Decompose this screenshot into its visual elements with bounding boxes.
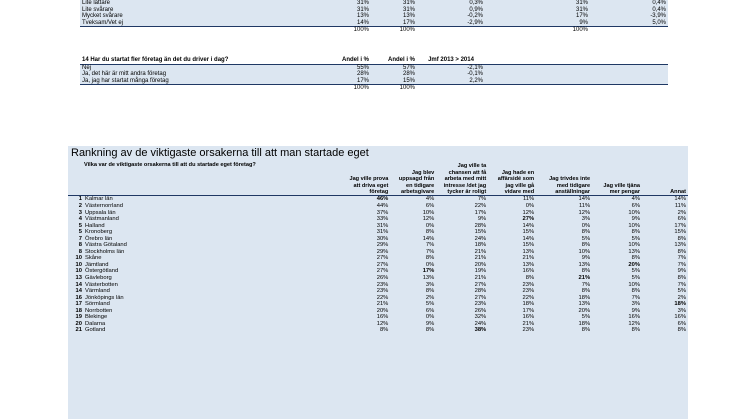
- q14-question: 14 Har du startat fler företag än det du driver i dag?: [82, 57, 229, 63]
- rank-value: 5%: [631, 235, 641, 242]
- county-name: Västra Götaland: [84, 242, 127, 249]
- spacer: [485, 27, 531, 34]
- rank-number: 10: [75, 255, 82, 262]
- ranking-row: [68, 196, 688, 203]
- rank-value: 7%: [677, 261, 686, 268]
- spacer: [485, 71, 668, 78]
- rank-value: 21%: [578, 274, 591, 281]
- rank-value: 5%: [581, 314, 591, 321]
- rank-value: 9%: [677, 268, 686, 275]
- row-label: Lite svårare: [82, 6, 114, 13]
- rank-value: 27%: [474, 294, 487, 301]
- rank-value: 10%: [578, 248, 591, 255]
- county-name: Blekinge: [84, 314, 108, 321]
- spacer: [590, 27, 668, 34]
- rank-value: 18%: [578, 320, 591, 327]
- rank-number: 14: [75, 288, 82, 295]
- rank-value: 26%: [474, 307, 487, 314]
- row-value: -0,1%: [467, 71, 483, 78]
- rank-value: 8%: [677, 274, 686, 281]
- rank-value: 8%: [581, 268, 591, 275]
- table-row: [80, 13, 668, 20]
- rank-number: 17: [75, 301, 82, 308]
- rank-value: 8%: [677, 327, 686, 334]
- rank-value: 32%: [474, 314, 487, 321]
- row-value: -3,9%: [650, 13, 666, 20]
- row-value: 9%: [579, 19, 588, 26]
- rank-value: 8%: [631, 229, 641, 236]
- row-label: Mycket svårare: [82, 13, 123, 20]
- rank-number: 1: [78, 196, 82, 203]
- rank-value: 21%: [522, 320, 535, 327]
- rank-value: 7%: [677, 255, 686, 262]
- row-value: 17%: [356, 77, 369, 84]
- rank-value: 23%: [376, 281, 389, 288]
- rank-value: 8%: [425, 327, 435, 334]
- row-value: 0,9%: [469, 6, 483, 13]
- county-name: Jämtland: [84, 261, 109, 268]
- rank-value: 9%: [581, 255, 591, 262]
- rank-value: 8%: [425, 288, 435, 295]
- rank-value: 12%: [522, 209, 535, 216]
- row-value: -2,1%: [417, 64, 485, 71]
- rank-value: 3%: [677, 307, 686, 314]
- rank-value: 9%: [425, 320, 435, 327]
- rank-value: 22%: [376, 294, 389, 301]
- rank-value: 16%: [674, 314, 686, 321]
- row-label: Nej: [80, 64, 312, 71]
- rank-value: 16%: [628, 314, 641, 321]
- county-name: Skåne: [84, 255, 102, 262]
- rank-value: 16%: [522, 268, 535, 275]
- rank-value: 27%: [376, 268, 389, 275]
- rank-number: 5: [78, 229, 82, 236]
- rank-value: 10%: [628, 281, 641, 288]
- spacer: [417, 27, 485, 34]
- rank-value: 22%: [522, 294, 535, 301]
- rank-value: 14%: [422, 235, 435, 242]
- ranking-header-2: Jag ville ta chansen att få arbeta med mitt intresse /det jag tycker är roligt: [436, 162, 488, 196]
- ranking-header-4: Jag trivdes inte med tidigare anställningar: [536, 162, 592, 196]
- rank-value: 20%: [628, 261, 641, 268]
- county-name: Dalarna: [84, 320, 106, 327]
- rank-value: 18%: [674, 301, 686, 308]
- rank-value: 18%: [474, 242, 487, 249]
- rank-value: 10%: [628, 209, 641, 216]
- table-row: [80, 78, 668, 85]
- rank-value: 21%: [474, 274, 487, 281]
- county-name: Värmland: [84, 288, 110, 295]
- rank-number: 10: [75, 268, 82, 275]
- rank-value: 0%: [425, 261, 435, 268]
- q14-table: [80, 57, 668, 92]
- spacer: [485, 7, 531, 14]
- rank-value: 6%: [631, 202, 641, 209]
- rank-value: 3%: [425, 281, 435, 288]
- rank-value: 5%: [631, 268, 641, 275]
- rank-value: 8%: [581, 229, 591, 236]
- rank-value: 7%: [425, 242, 435, 249]
- rank-value: 15%: [474, 229, 487, 236]
- total-value: 100%: [312, 85, 371, 92]
- rank-value: 14%: [674, 196, 686, 203]
- rank-value: 6%: [677, 320, 686, 327]
- rank-value: 13%: [628, 248, 641, 255]
- ranking-header-0: Jag ville prova att driva eget företag: [340, 162, 390, 196]
- rank-value: 14%: [578, 196, 591, 203]
- rank-value: 44%: [376, 202, 389, 209]
- rank-value: 3%: [581, 216, 591, 223]
- rank-value: 15%: [674, 229, 686, 236]
- rank-value: 21%: [474, 255, 487, 262]
- prev-question-table: [80, 0, 668, 34]
- rank-value: 20%: [376, 307, 389, 314]
- row-value: 28%: [402, 71, 415, 78]
- rank-value: 15%: [522, 242, 535, 249]
- rank-number: 10: [75, 261, 82, 268]
- total-row: [80, 27, 668, 34]
- row-value: 15%: [402, 77, 415, 84]
- rank-number: 20: [75, 320, 82, 327]
- rank-value: 7%: [631, 294, 641, 301]
- rank-value: 0%: [425, 222, 435, 229]
- rank-value: 29%: [376, 242, 389, 249]
- rank-value: 28%: [474, 222, 487, 229]
- total-value: 100%: [371, 85, 417, 92]
- row-value: 31%: [356, 0, 369, 6]
- rank-value: 22%: [474, 202, 487, 209]
- rank-value: 17%: [422, 268, 435, 275]
- row-value: 31%: [575, 6, 588, 13]
- rank-value: 19%: [474, 268, 487, 275]
- rank-value: 23%: [376, 288, 389, 295]
- rank-number: 5: [78, 222, 82, 229]
- q14-col1: Andel i %: [341, 57, 369, 63]
- row-value: 55%: [312, 64, 371, 71]
- row-value: 31%: [402, 0, 415, 6]
- rank-value: 10%: [628, 242, 641, 249]
- rank-value: 17%: [474, 209, 487, 216]
- rank-value: 18%: [522, 301, 535, 308]
- county-name: Sörmland: [84, 301, 110, 308]
- row-value: 31%: [356, 6, 369, 13]
- rank-value: 5%: [581, 235, 591, 242]
- row-value: 0,4%: [652, 6, 666, 13]
- rank-value: 38%: [474, 327, 487, 334]
- rank-value: 31%: [376, 222, 389, 229]
- rank-value: 18%: [578, 294, 591, 301]
- rank-value: 23%: [522, 281, 535, 288]
- spacer: [80, 85, 312, 92]
- rank-value: 21%: [522, 255, 535, 262]
- rank-value: 17%: [674, 222, 686, 229]
- rank-value: 13%: [522, 261, 535, 268]
- total-value: 100%: [531, 27, 590, 34]
- table-row: [80, 20, 668, 27]
- rank-value: 37%: [376, 209, 389, 216]
- rank-value: 13%: [522, 248, 535, 255]
- rank-value: 33%: [376, 216, 389, 223]
- rank-value: 9%: [631, 216, 641, 223]
- spacer: [485, 0, 531, 7]
- rank-number: 18: [75, 307, 82, 314]
- spacer: [485, 78, 668, 85]
- rank-value: 15%: [522, 229, 535, 236]
- row-label: Ja, det här är mitt andra företag: [82, 71, 167, 78]
- ranking-question: Vilka var de viktigaste orsakerna till att du startade eget företag?: [68, 162, 340, 196]
- county-name: Gävleborg: [84, 274, 112, 281]
- ranking-header-5: Jag ville tjäna mer pengar: [592, 162, 642, 196]
- rank-number: 21: [75, 327, 82, 334]
- table-row: [80, 7, 668, 14]
- rank-value: 2%: [677, 294, 686, 301]
- ranking-table: [68, 162, 688, 334]
- row-value: 31%: [575, 0, 588, 6]
- spacer: [485, 85, 668, 92]
- rank-value: 13%: [674, 242, 686, 249]
- county-name: Stockholms län: [84, 248, 125, 255]
- row-value: 14%: [356, 19, 369, 26]
- row-value: 0,4%: [652, 0, 666, 6]
- rank-value: 11%: [522, 196, 535, 203]
- rank-value: 0%: [525, 202, 535, 209]
- rank-value: 21%: [376, 301, 389, 308]
- rank-value: 6%: [677, 216, 686, 223]
- county-name: Halland: [84, 222, 105, 229]
- rank-value: 0%: [581, 222, 591, 229]
- row-value: 17%: [402, 19, 415, 26]
- row-value: -2,9%: [467, 19, 483, 26]
- rank-value: 8%: [581, 242, 591, 249]
- rank-value: 7%: [477, 196, 487, 203]
- table-row: [80, 0, 668, 7]
- rank-value: 8%: [425, 255, 435, 262]
- rank-number: 16: [75, 294, 82, 301]
- rank-value: 4%: [631, 196, 641, 203]
- rank-value: 21%: [474, 248, 487, 255]
- rank-value: 8%: [581, 288, 591, 295]
- rank-value: 3%: [631, 301, 641, 308]
- ranking-section: [68, 146, 688, 419]
- rank-value: 29%: [376, 248, 389, 255]
- table-row: [80, 64, 668, 71]
- rank-value: 0%: [425, 314, 435, 321]
- row-value: 5,0%: [652, 19, 666, 26]
- rank-value: 2%: [425, 294, 435, 301]
- ranking-row: [68, 327, 688, 334]
- county-name: Östergötland: [84, 268, 119, 275]
- rank-value: 27%: [522, 216, 535, 223]
- row-value: -0,2%: [467, 13, 483, 20]
- spacer: [80, 27, 312, 34]
- spacer: [485, 13, 531, 20]
- rank-number: 3: [78, 209, 82, 216]
- rank-value: 12%: [376, 320, 389, 327]
- rank-value: 8%: [631, 288, 641, 295]
- rank-value: 16%: [522, 314, 535, 321]
- rank-number: 7: [78, 235, 82, 242]
- rank-value: 11%: [578, 202, 591, 209]
- rank-value: 8%: [525, 274, 535, 281]
- spacer: [485, 64, 668, 71]
- county-name: Västmanland: [84, 216, 119, 223]
- county-name: Jönköpings län: [84, 294, 124, 301]
- rank-value: 12%: [628, 320, 641, 327]
- table-row: [80, 71, 668, 78]
- rank-value: 7%: [677, 281, 686, 288]
- ranking-header-6: Annat: [642, 162, 688, 196]
- rank-number: 19: [75, 314, 82, 321]
- county-name: Kalmar län: [84, 196, 113, 203]
- rank-value: 31%: [376, 229, 389, 236]
- rank-value: 23%: [522, 288, 535, 295]
- rank-value: 13%: [578, 261, 591, 268]
- rank-value: 7%: [425, 248, 435, 255]
- rank-value: 14%: [522, 235, 535, 242]
- rank-value: 8%: [677, 235, 686, 242]
- county-name: Västernorrland: [84, 202, 124, 209]
- rank-number: 13: [75, 274, 82, 281]
- ranking-title: Rankning av de viktigaste orsakerna till att man startade eget: [71, 147, 369, 159]
- rank-value: 30%: [376, 235, 389, 242]
- rank-number: 14: [75, 281, 82, 288]
- county-name: Västerbotten: [84, 281, 118, 288]
- rank-value: 8%: [581, 327, 591, 334]
- total-row: [80, 85, 668, 92]
- rank-value: 9%: [477, 216, 487, 223]
- rank-value: 2%: [677, 209, 686, 216]
- rank-value: 23%: [474, 301, 487, 308]
- county-name: Uppsala län: [84, 209, 116, 216]
- rank-value: 23%: [522, 327, 535, 334]
- total-value: 100%: [371, 27, 417, 34]
- rank-value: 10%: [422, 209, 435, 216]
- ranking-header-1: Jag blev uppsagd från en tidigare arbetsgivare: [390, 162, 436, 196]
- row-value: 13%: [402, 13, 415, 20]
- rank-value: 5%: [631, 274, 641, 281]
- rank-value: 5%: [425, 301, 435, 308]
- rank-value: 46%: [376, 196, 389, 203]
- spacer: [485, 20, 531, 27]
- row-value: 0,3%: [469, 0, 483, 6]
- row-label: Tveksam/Vet ej: [82, 19, 124, 26]
- rank-number: 2: [78, 202, 82, 209]
- county-name: Kronoberg: [84, 229, 113, 236]
- row-value: 17%: [575, 13, 588, 20]
- rank-value: 16%: [376, 314, 389, 321]
- rank-value: 8%: [425, 229, 435, 236]
- rank-value: 12%: [422, 216, 435, 223]
- rank-value: 20%: [578, 307, 591, 314]
- rank-value: 7%: [581, 281, 591, 288]
- rank-value: 24%: [474, 320, 487, 327]
- rank-value: 6%: [425, 307, 435, 314]
- rank-value: 26%: [376, 274, 389, 281]
- rank-value: 8%: [677, 248, 686, 255]
- rank-value: 11%: [674, 202, 686, 209]
- q14-col3: Jmf 2013 > 2014: [428, 57, 474, 63]
- rank-number: 8: [78, 242, 82, 249]
- row-value: 31%: [402, 6, 415, 13]
- row-label: Lite lättare: [82, 0, 111, 6]
- rank-value: 6%: [425, 202, 435, 209]
- rank-value: 27%: [474, 281, 487, 288]
- row-value: 28%: [356, 71, 369, 78]
- county-name: Örebro län: [84, 235, 113, 242]
- rank-value: 9%: [631, 307, 641, 314]
- county-name: Norrbotten: [84, 307, 113, 314]
- rank-number: 4: [78, 216, 82, 223]
- row-value: 57%: [371, 64, 417, 71]
- row-label: Ja, jag har startat många företag: [82, 77, 169, 84]
- rank-value: 4%: [425, 196, 435, 203]
- rank-value: 13%: [578, 301, 591, 308]
- rank-number: 8: [78, 248, 82, 255]
- rank-value: 27%: [376, 255, 389, 262]
- rank-value: 24%: [474, 235, 487, 242]
- rank-value: 12%: [578, 209, 591, 216]
- rank-value: 8%: [631, 327, 641, 334]
- rank-value: 27%: [376, 261, 389, 268]
- rank-value: 20%: [474, 261, 487, 268]
- rank-value: 5%: [677, 288, 686, 295]
- q14-col2: Andel i %: [387, 57, 415, 63]
- county-name: Gotland: [84, 327, 106, 334]
- rank-value: 17%: [522, 307, 535, 314]
- rank-value: 10%: [628, 222, 641, 229]
- rank-value: 13%: [422, 274, 435, 281]
- spacer: [417, 85, 485, 92]
- rank-value: 14%: [522, 222, 535, 229]
- rank-value: 8%: [379, 327, 389, 334]
- rank-value: 8%: [631, 255, 641, 262]
- row-value: 13%: [356, 13, 369, 20]
- total-value: 100%: [312, 27, 371, 34]
- rank-value: 28%: [474, 288, 487, 295]
- ranking-header-3: Jag hade en affärsidé som jag ville gå vidare med: [488, 162, 536, 196]
- row-value: 2,2%: [469, 77, 483, 84]
